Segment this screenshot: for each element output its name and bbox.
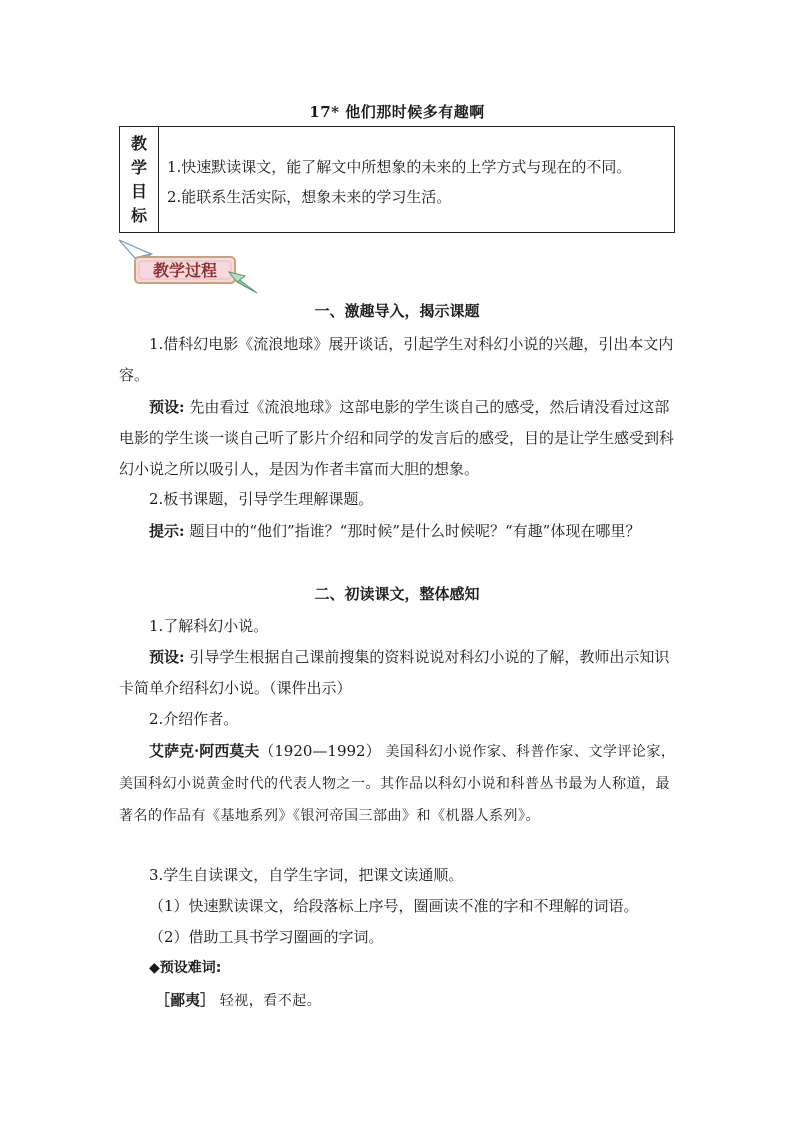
teaching-process-banner <box>117 238 259 294</box>
preset-text: 引导学生根据自己课前搜集的资料说说对科幻小说的了解，教师出示知识卡简单介绍科幻小说。（课件出示） <box>119 648 670 697</box>
goals-label-char: 标 <box>130 205 147 225</box>
preset-label: 预设: <box>149 648 185 666</box>
paragraph <box>119 392 679 485</box>
vocab-term: ［鄙夷］ <box>155 991 216 1009</box>
goal-item: 1.快速默读课文，能了解文中所想象的未来的上学方式与现在的不同。 <box>167 158 632 176</box>
author-name: 艾萨克·阿西莫夫 <box>149 742 260 760</box>
banner-text: 教学过程 <box>152 261 218 280</box>
goals-body <box>159 127 674 232</box>
paragraph: 3.学生自读课文，自学生字词，把课文读通顺。 <box>149 866 464 884</box>
hint-text: 题目中的“他们”指谁？“那时候”是什么时候呢？“有趣”体现在哪里？ <box>189 522 641 540</box>
goal-item: 2.能联系生活实际，想象未来的学习生活。 <box>167 188 452 206</box>
goals-label-char: 目 <box>130 181 147 201</box>
vocab-heading: ◆预设难词: <box>149 960 222 976</box>
hint-label: 提示: <box>149 522 185 540</box>
paragraph <box>119 642 679 704</box>
paragraph: 1.借科幻电影《流浪地球》展开谈话，引起学生对科幻小说的兴趣，引出本文内容。 <box>119 335 674 384</box>
goals-label <box>120 127 159 232</box>
vocab-definition: 轻视，看不起。 <box>219 993 322 1009</box>
paragraph: （1）快速默读课文，给段落标上序号，圈画读不准的字和不理解的词语。 <box>149 897 639 915</box>
goals-label-char: 学 <box>130 157 147 177</box>
goals-label-char: 教 <box>130 133 147 153</box>
section-heading: 二、初读课文，整体感知 <box>314 585 480 603</box>
paragraph <box>119 516 679 547</box>
author-years: （1920—1992） <box>259 742 381 760</box>
preset-label: 预设: <box>149 398 185 416</box>
author-bio: 美国科幻小说作家、科普作家、文学评论家，美国科幻小说黄金时代的代表人物之一。其作品以科幻小说和科普丛书最为人称道，最著名的作品有《基地系列》《银河帝国三部曲》和《机器人系列》。 <box>119 744 676 824</box>
page-title: 17* 他们那时候多有趣啊 <box>309 103 485 121</box>
teaching-goals-table <box>119 126 675 233</box>
paragraph: 2.介绍作者。 <box>149 710 239 728</box>
paragraph: （2）借助工具书学习圈画的字词。 <box>149 928 384 946</box>
section-heading: 一、激趣导入，揭示课题 <box>314 302 480 320</box>
preset-text: 先由看过《流浪地球》这部电影的学生谈自己的感受，然后请没看过这部电影的学生谈一谈自己听了影片介绍和同学的发言后的感受，目的是让学生感受到科幻小说之所以吸引人，是因为作者丰富而大胆的想象。 <box>119 398 675 478</box>
paragraph: 2.板书课题，引导学生理解课题。 <box>149 490 374 508</box>
paragraph: 1.了解科幻小说。 <box>149 617 269 635</box>
vocab-entry <box>155 985 715 1017</box>
author-intro <box>119 736 679 832</box>
